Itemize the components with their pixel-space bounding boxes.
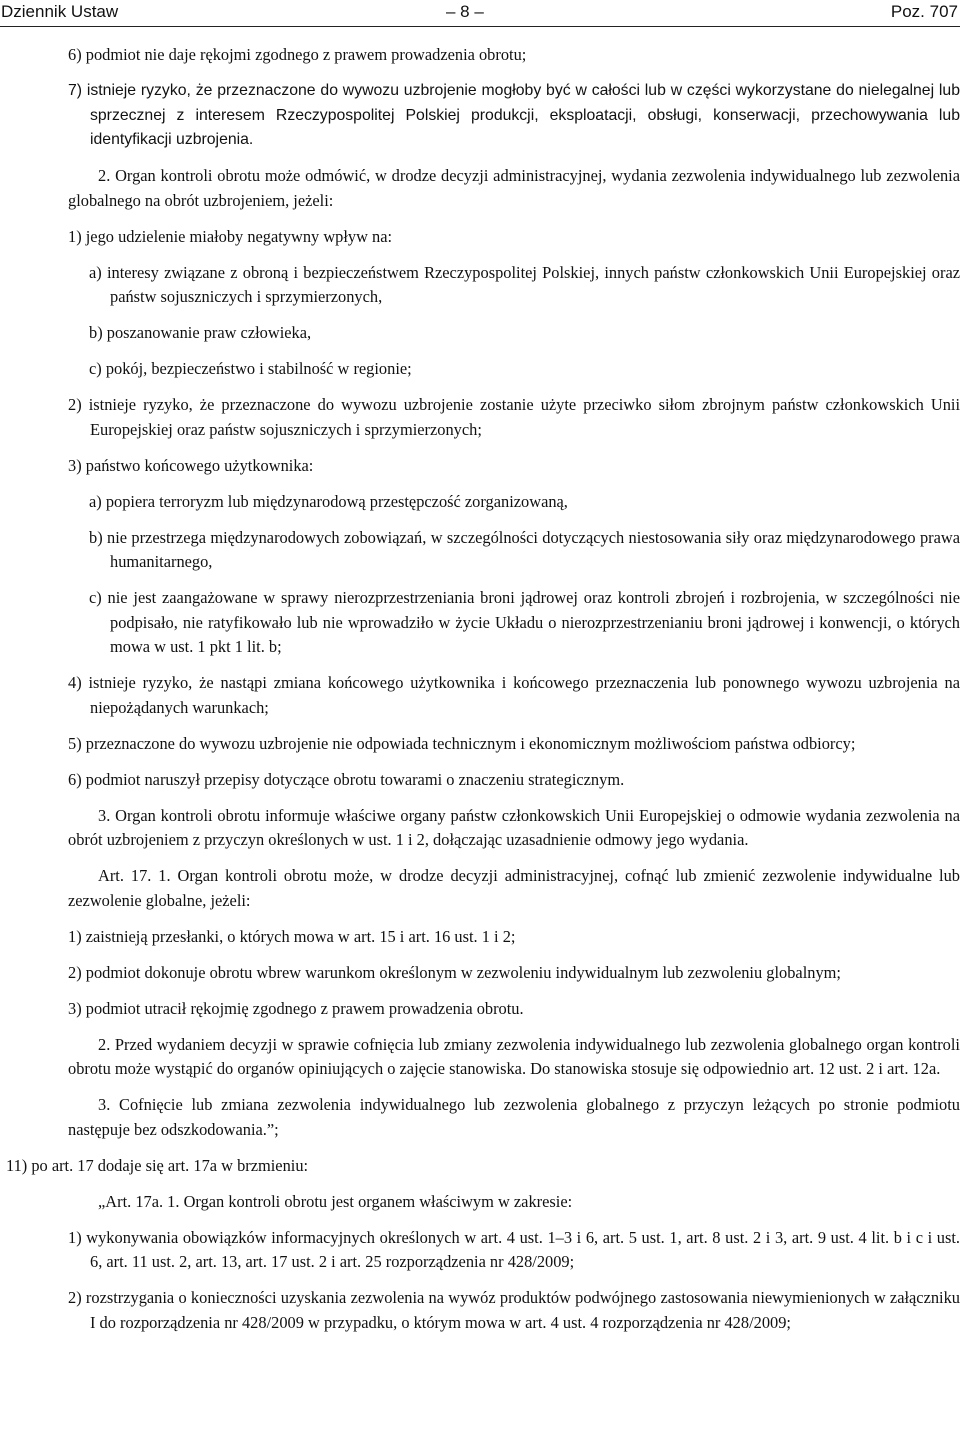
paragraph: 3) podmiot utracił rękojmię zgodnego z prawem prowadzenia obrotu. [68, 998, 524, 1018]
paragraph: „Art. 17a. 1. Organ kontroli obrotu jest organem właściwym w zakresie: [98, 1191, 573, 1211]
paragraph: a) interesy związane z obroną i bezpieczeństwem Rzeczypospolitej Polskiej, innych państw członkowskich Unii Europejskiej oraz państw sojuszniczych i sprzymierzonych, [89, 262, 960, 306]
paragraph: 4) istnieje ryzyko, że nastąpi zmiana końcowego użytkownika i końcowego przeznaczenia lub ponownego wywozu uzbrojenia na niepożądanych warunkach; [68, 673, 960, 717]
paragraph: 2) istnieje ryzyko, że przeznaczone do wywozu uzbrojenie zostanie użyte przeciwko siłom zbrojnym państw członkowskich Unii Europejskiej oraz państw sojuszniczych i sprzymierzonych; [68, 395, 960, 439]
position-number: Poz. 707 [890, 2, 958, 21]
paragraph: 3) państwo końcowego użytkownika: [68, 455, 314, 475]
paragraph: a) popiera terroryzm lub międzynarodową przestępczość zorganizowaną, [89, 491, 568, 511]
paragraph: 6) podmiot naruszył przepisy dotyczące obrotu towarami o znaczeniu strategicznym. [68, 769, 625, 789]
paragraph: b) poszanowanie praw człowieka, [89, 323, 312, 342]
page-header [0, 0, 960, 27]
paragraph: 2) podmiot dokonuje obrotu wbrew warunkom określonym w zezwoleniu indywidualnym lub zezwoleniu globalnym; [68, 962, 841, 982]
paragraph: Art. 17. 1. Organ kontroli obrotu może, w drodze decyzji administracyjnej, cofnąć lub zmienić zezwolenie indywidualne lub zezwolenie globalne, jeżeli: [68, 866, 960, 910]
paragraph: b) nie przestrzega międzynarodowych zobowiązań, w szczególności dotyczących niestosowania siły oraz międzynarodowego prawa humanitarnego, [89, 527, 960, 571]
journal-title: Dziennik Ustaw [1, 2, 119, 21]
page-number: – 8 – [446, 2, 484, 21]
paragraph: c) pokój, bezpieczeństwo i stabilność w regionie; [89, 359, 412, 378]
paragraph: 2) rozstrzygania o konieczności uzyskania zezwolenia na wywóz produktów podwójnego zastosowania niewymienionych w załączniku I do rozporządzenia nr 428/2009 w przypadku, o którym mowa w art. 4 ust. 4 rozporządzenia nr 428/2009; [68, 1288, 960, 1332]
paragraph: 6) podmiot nie daje rękojmi zgodnego z prawem prowadzenia obrotu; [68, 45, 527, 64]
paragraph: 11) po art. 17 dodaje się art. 17a w brzmieniu: [6, 1155, 309, 1175]
paragraph: 3. Organ kontroli obrotu informuje właściwe organy państw członkowskich Unii Europejskiej o odmowie wydania zezwolenia na obrót uzbrojeniem z przyczyn określonych w ust. 1 i 2, dołączając uzasadnienie odmowy jego wydania. [68, 805, 960, 849]
paragraph: 2. Przed wydaniem decyzji w sprawie cofnięcia lub zmiany zezwolenia indywidualnego lub zezwolenia globalnego organ kontroli obrotu może wystąpić do organów opiniujących o zajęcie stanowiska. Do stanowiska stosuje się odpowiednio art. 12 ust. 2 i art. 12a. [68, 1034, 960, 1078]
paragraph: 2. Organ kontroli obrotu może odmówić, w drodze decyzji administracyjnej, wydania zezwolenia indywidualnego lub zezwolenia globalnego na obrót uzbrojeniem, jeżeli: [68, 166, 960, 210]
paragraph: 7) istnieje ryzyko, że przeznaczone do wywozu uzbrojenie mogłoby być w całości lub w części wykorzystane do nielegalnej lub sprzecznej z interesem Rzeczypospolitej Polskiej produkcji, eksploatacji, obsługi, konserwacji, przechowywania lub identyfikacji uzbrojenia. [68, 82, 960, 148]
paragraph: 1) wykonywania obowiązków informacyjnych określonych w art. 4 ust. 1–3 i 6, art. 5 ust. 1, art. 8 ust. 2 i 3, art. 9 ust. 4 lit. b i c i ust. 6, art. 11 ust. 2, art. 13, art. 17 ust. 2 i art. 25 rozporządzenia nr 428/2009; [68, 1227, 960, 1271]
paragraph: 5) przeznaczone do wywozu uzbrojenie nie odpowiada technicznym i ekonomicznym możliwościom państwa odbiorcy; [68, 733, 856, 753]
paragraph: 3. Cofnięcie lub zmiana zezwolenia indywidualnego lub zezwolenia globalnego z przyczyn leżących po stronie podmiotu następuje bez odszkodowania.”; [68, 1095, 960, 1139]
paragraph: 1) zaistnieją przesłanki, o których mowa w art. 15 i art. 16 ust. 1 i 2; [68, 926, 516, 946]
paragraph: c) nie jest zaangażowane w sprawy nierozprzestrzeniania broni jądrowej oraz kontroli zbrojeń i rozbrojenia, w szczególności nie podpisało, nie ratyfikowało lub nie wprowadziło w życie Układu o nierozprzestrzenianiu broni jądrowej i konwencji, o których mowa w ust. 1 pkt 1 lit. b; [89, 588, 960, 656]
document-body [0, 43, 960, 1347]
paragraph: 1) jego udzielenie miałoby negatywny wpływ na: [68, 226, 393, 246]
